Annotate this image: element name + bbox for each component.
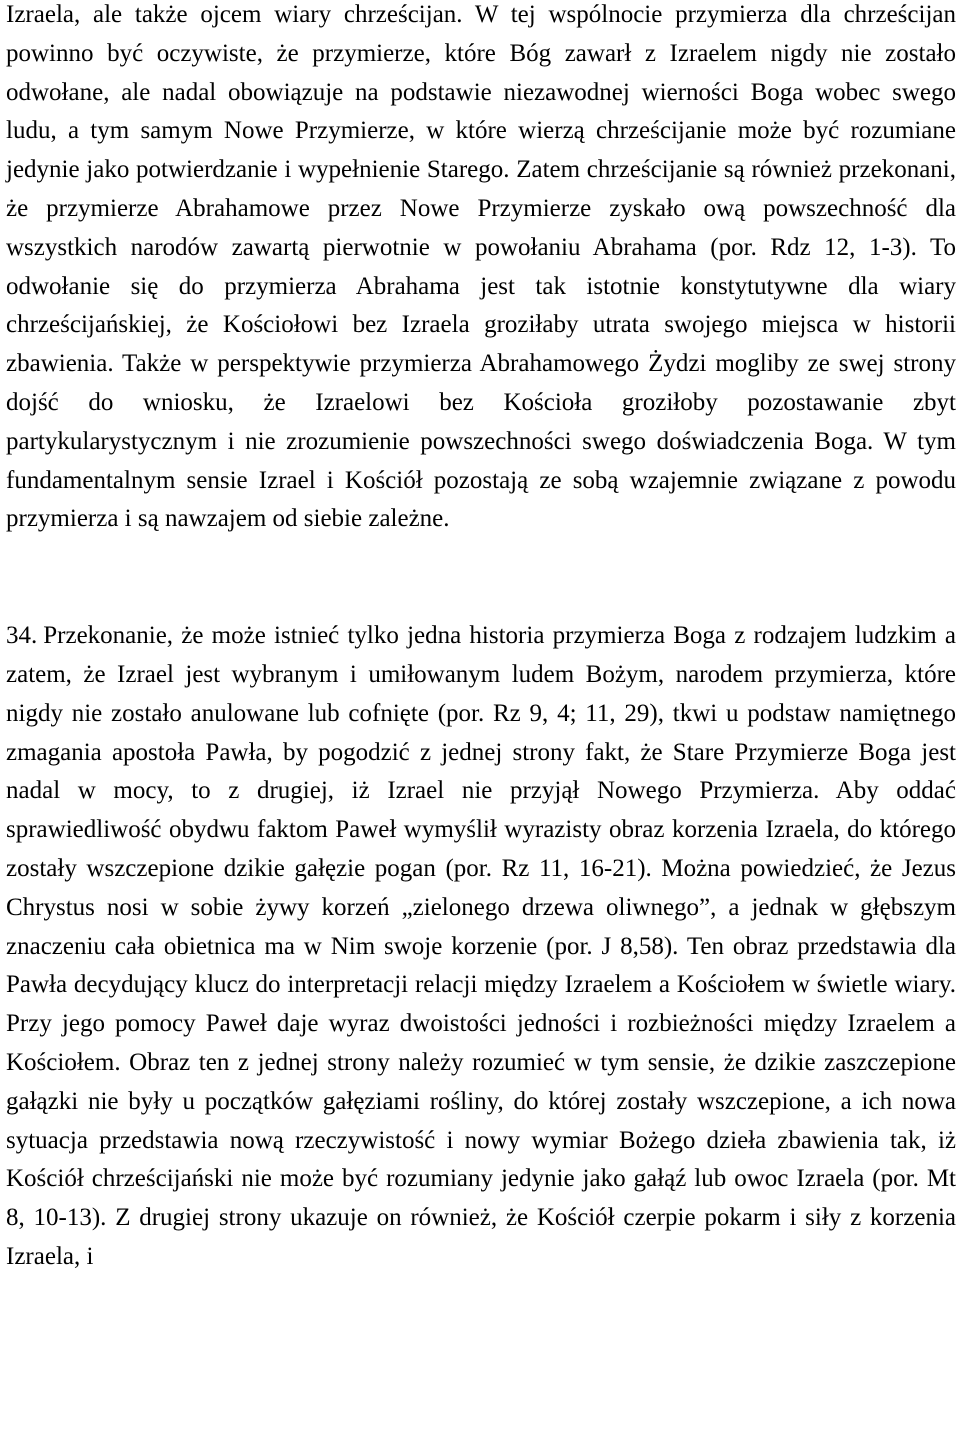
paragraph-continued [6, 0, 956, 539]
paragraph-text: Przekonanie, że może istnieć tylko jedna historia przymierza Boga z rodzajem ludzkim a zatem, że Izrael jest wybranym i umiłowanym ludem Bożym, narodem przymierza, które nigdy nie zostało anulowane lub cofnięte (por. Rz 9, 4; 11, 29), tkwi u podstaw namiętnego zmagania apostoła Pawła, by pogodzić z jednej strony fakt, że Stare Przymierze Boga jest nadal w mocy, to z drugiej, iż Izrael nie przyjął Nowego Przymierza. Aby oddać sprawiedliwość obydwu faktom Paweł wymyślił wyrazisty obraz korzenia Izraela, do którego zostały wszczepione dzikie gałęzie pogan (por. Rz 11, 16-21). Można powiedzieć, że Jezus Chrystus nosi w sobie żywy korzeń „zielonego drzewa oliwnego”, a jednak w głębszym znaczeniu cała obietnica ma w Nim swoje korzenie (por. J 8,58). Ten obraz przedstawia dla Pawła decydujący klucz do interpretacji relacji między Izraelem a Kościołem w świetle wiary. Przy jego pomocy Paweł daje wyraz dwoistości jedności i rozbieżności między Izraelem a Kościołem. Obraz ten z jednej strony należy rozumieć w tym sensie, że dzikie zaszczepione gałązki nie były u początków gałęziami rośliny, do której zostały wszczepione, a ich nowa sytuacja przedstawia nową rzeczywistość i nowy wymiar Bożego dzieła zbawienia tak, iż Kościół chrześcijański nie może być rozumiany jedynie jako gałąź lub owoc Izraela (por. Mt 8, 10-13). Z drugiej strony ukazuje on również, że Kościół czerpie pokarm i siły z korzenia Izraela, i [6, 622, 956, 1270]
paragraph-text: Izraela, ale także ojcem wiary chrześcijan. W tej wspólnocie przymierza dla chrześcijan powinno być oczywiste, że przymierze, które Bóg zawarł z Izraelem nigdy nie zostało odwołane, ale nadal obowiązuje na podstawie niezawodnej wierności Boga wobec swego ludu, a tym samym Nowe Przymierze, w które wierzą chrześcijanie może być rozumiane jedynie jako potwierdzanie i wypełnienie Starego. Zatem chrześcijanie są również przekonani, że przymierze Abrahamowe przez Nowe Przymierze zyskało ową powszechność dla wszystkich narodów zawartą pierwotnie w powołaniu Abrahama (por. Rdz 12, 1-3). To odwołanie się do przymierza Abrahama jest tak istotnie konstytutywne dla wiary chrześcijańskiej, że Kościołowi bez Izraela groziłaby utrata swojego miejsca w historii zbawienia. Także w perspektywie przymierza Abrahamowego Żydzi mogliby ze swej strony dojść do wniosku, że Izraelowi bez Kościoła groziłoby pozostawanie zbyt partykularystycznym i nie zrozumienie powszechności swego doświadczenia Boga. W tym fundamentalnym sensie Izrael i Kościół pozostają ze sobą wzajemnie związane z powodu przymierza i są nawzajem od siebie zależne. [6, 1, 956, 533]
paragraph-34 [6, 617, 956, 1277]
document-page [6, 0, 956, 1277]
paragraph-number: 34. [6, 622, 38, 650]
paragraph-spacing [6, 539, 956, 617]
